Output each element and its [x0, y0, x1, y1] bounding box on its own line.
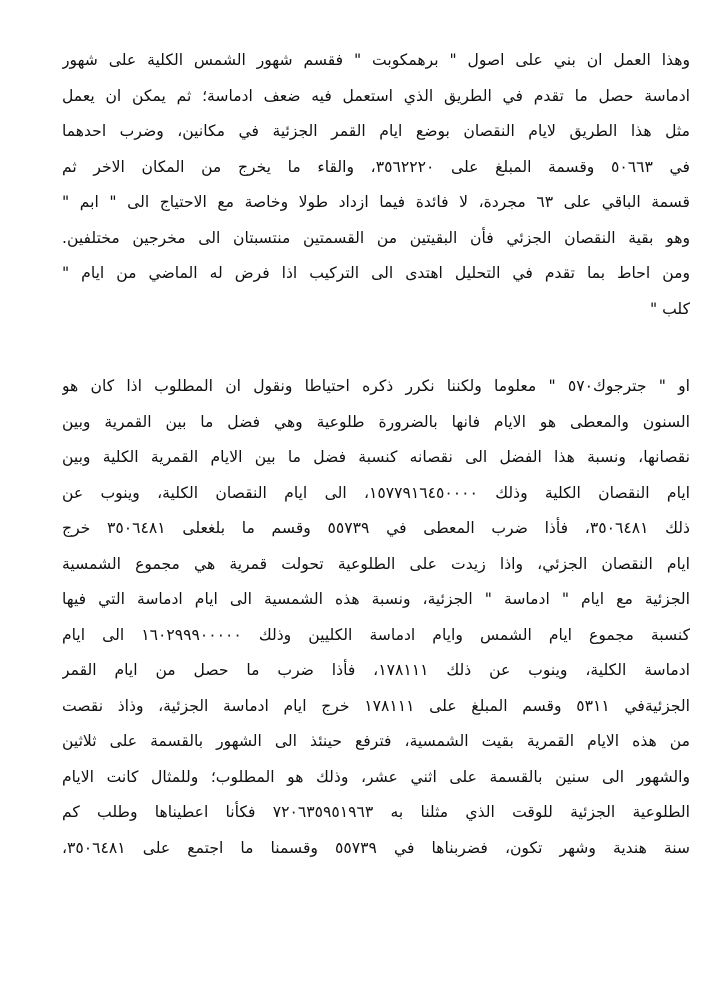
text-line: ادماسة الكلية، وينوب عن ذلك ١٧٨١١١، فأذا ضرب ما حصل من ايام القمر: [62, 661, 690, 679]
text-line: السنون والمعطى هو الايام فانها بالضرورة طلوعية وهي فضل ما بين القمرية وبين: [62, 412, 690, 431]
text-line: ذلك ٣٥٠٦٤٨١، فأذا ضرب المعطى في ٥٥٧٣٩ وقسم ما بلغعلى ٣٥٠٦٤٨١ خرج: [62, 519, 690, 537]
text-line: الطلوعية الجزئية للوقت الذي مثلنا به ٧٢٠٦٣٥٩٥١٩٦٣ فكأنا اعطيناها وطلب كم: [62, 803, 690, 821]
text-line: ادماسة حصل ما تقدم في الطريق الذي استعمل فيه ضعف ادماسة؛ ثم يمكن ان يعمل: [62, 86, 690, 105]
text-line: ايام النقصان الجزئي، واذا زيدت على الطلوعية تحولت قمرية هي مجموع الشمسية: [62, 554, 690, 573]
text-line: من هذه الايام القمرية بقيت الشمسية، فترفع حينئذ الى الشهور بالقسمة على ثلاثين: [62, 732, 690, 750]
text-line: والشهور الى سنين بالقسمة على اثني عشر، وذلك هو المطلوب؛ وللمثال كانت الايام: [62, 767, 690, 786]
text-line: نقصانها، ونسبة هذا الفضل الى نقصانه كنسبة فضل ما بين الايام القمرية الكلية وبين: [62, 448, 690, 466]
text-line: في ٥٠٦٦٣ وقسمة المبلغ على ٣٥٦٢٢٢٠، والقاء ما يخرج من المكان الاخر ثم: [62, 157, 690, 176]
text-line: الجزئيةفي ٥٣١١ وقسم المبلغ على ١٧٨١١١ خرج ايام ادماسة الجزئية، وذاذ نقصت: [62, 696, 690, 715]
paragraph-2: [62, 369, 690, 866]
text-line: ومن احاط بما تقدم في التحليل اهتدى الى التركيب اذا فرض له الماضي من ايام ": [62, 264, 690, 282]
text-line: كلب ": [649, 299, 690, 318]
text-line: ايام النقصان الكلية وذلك ١٥٧٧٩١٦٤٥٠٠٠٠، الى ايام النقصان الكلية، وينوب عن: [62, 483, 690, 502]
text-line: مثل هذا الطريق لايام النقصان بوضع ايام القمر الجزئية في مكانين، وضرب احدهما: [62, 122, 690, 140]
paragraph-1: [62, 43, 690, 327]
text-line: قسمة الباقي على ٦٣ مجردة، لا فائدة فيما ازداد طولا وخاصة مع الاحتياج الى " ابم ": [62, 193, 690, 211]
text-line: وهو بقية النقصان الجزئي فأن البقيتين من القسمتين منتسبتان الى مخرجين مختلفين.: [62, 228, 690, 247]
text-line: او " جترجوك٥٧٠ " معلوما ولكننا نكرر ذكره احتياطا ونقول ان المطلوب اذا كان هو: [62, 377, 690, 395]
text-line: سنة هندية وشهر تكون، فضربناها في ٥٥٧٣٩ وقسمنا ما اجتمع على ٣٥٠٦٤٨١،: [62, 838, 690, 857]
text-line: الجزئية مع ايام " ادماسة " الجزئية، ونسبة هذه الشمسية الى ايام ادماسة التي فيها: [62, 590, 690, 608]
text-line: وهذا العمل ان بني على اصول " برهمكوبت " فقسم شهور الشمس الكلية على شهور: [62, 51, 690, 69]
text-line: كنسبة مجموع ايام الشمس وايام ادماسة الكليين وذلك ١٦٠٢٩٩٩٠٠٠٠٠ الى ايام: [62, 625, 690, 644]
